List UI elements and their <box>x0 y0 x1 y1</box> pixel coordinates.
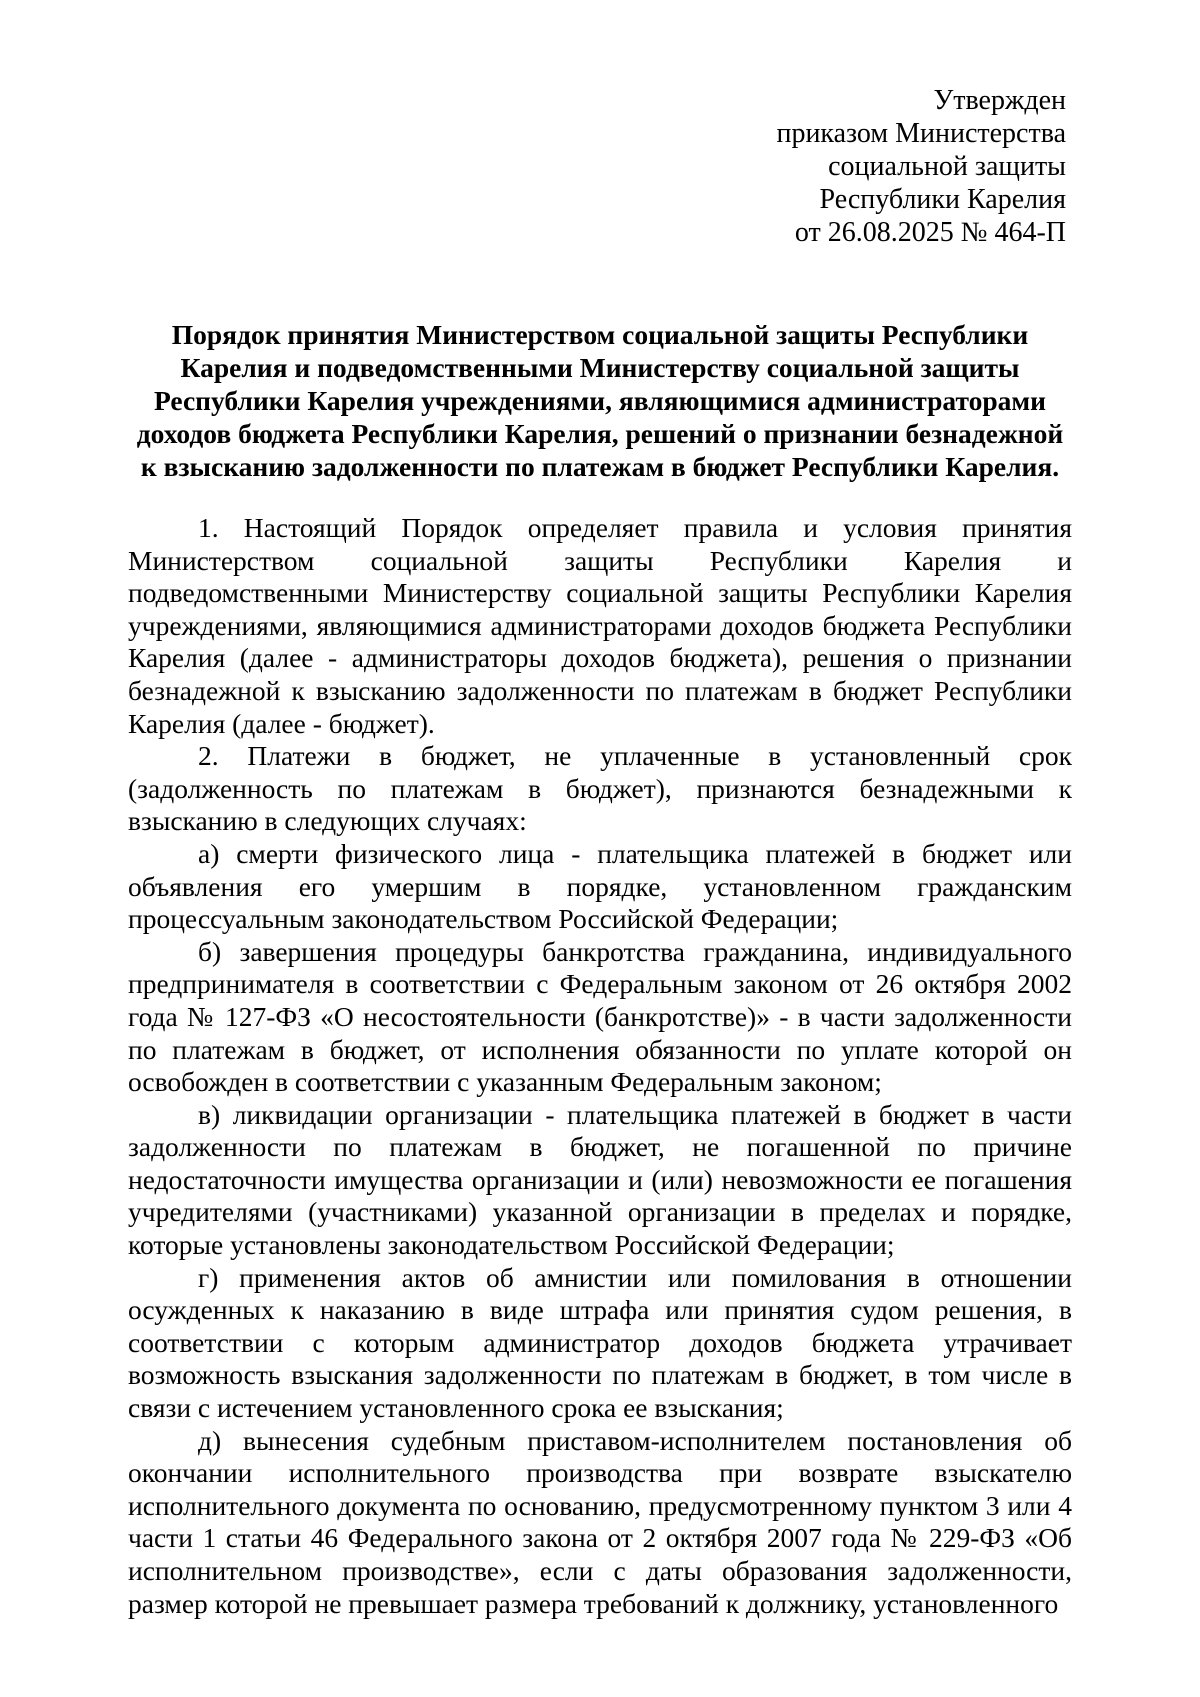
approval-line-date-number: от 26.08.2025 № 464-П <box>794 217 1066 248</box>
paragraph-2-a: а) смерти физического лица - плательщика платежей в бюджет или объявления его умершим в порядке, установленном гражданским процессуальным законодательством Российской Федерации; <box>128 837 1072 935</box>
approval-line-order: приказом Министерства <box>776 118 1066 149</box>
approval-line-ministry: социальной защиты <box>828 151 1066 182</box>
paragraph-2-b: б) завершения процедуры банкротства гражданина, индивидуального предпринимателя в соответствии с Федеральным законом от 26 октября 2002 года № 127-ФЗ «О несостоятельности (банкротстве)» - в части задолженности по платежам в бюджет, от исполнения обязанности по уплате которой он освобожден в соответствии с указанным Федеральным законом; <box>128 935 1072 1098</box>
approval-line-republic: Республики Карелия <box>819 184 1066 215</box>
paragraph-2-d: д) вынесения судебным приставом-исполнителем постановления об окончании исполнительного производства при возврате взыскателю исполнительного документа по основанию, предусмотренному пунктом 3 или 4 части 1 статьи 46 Федерального закона от 2 октября 2007 года № 229-ФЗ «Об исполнительном производстве», если с даты образования задолженности, размер которой не превышает размера требований к должнику, установленного <box>128 1424 1072 1619</box>
paragraph-1: 1. Настоящий Порядок определяет правила и условия принятия Министерством социальной защиты Республики Карелия и подведомственными Министерству социальной защиты Республики Карелия учреждениями, являющимися администраторами доходов бюджета Республики Карелия (далее - администраторы доходов бюджета), решения о признании безнадежной к взысканию задолженности по платежам в бюджет Республики Карелия (далее - бюджет). <box>128 512 1072 739</box>
document-title: Порядок принятия Министерством социальной защиты Республики Карелия и подведомственными Министерству социальной защиты Республики Карелия учреждениями, являющимися администраторами доходов бюджета Республики Карелия, решений о признании безнадежной к взысканию задолженности по платежам в бюджет Республики Карелия. <box>136 319 1064 482</box>
document-body <box>128 512 1072 1620</box>
paragraph-2-g: г) применения актов об амнистии или помилования в отношении осужденных к наказанию в виде штрафа или принятия судом решения, в соответствии с которым администратор доходов бюджета утрачивает возможность взыскания задолженности по платежам в бюджет, в том числе в связи с истечением установленного срока ее взыскания; <box>128 1261 1072 1424</box>
paragraph-2-v: в) ликвидации организации - плательщика платежей в бюджет в части задолженности по платежам в бюджет, не погашенной по причине недостаточности имущества организации и (или) невозможности ее погашения учредителями (участниками) указанной организации в пределах и порядке, которые установлены законодательством Российской Федерации; <box>128 1098 1072 1261</box>
approval-line-approved: Утвержден <box>933 85 1066 116</box>
approval-block <box>776 84 1066 249</box>
paragraph-2: 2. Платежи в бюджет, не уплаченные в установленный срок (задолженность по платежам в бюджет), признаются безнадежными к взысканию в следующих случаях: <box>128 740 1072 837</box>
